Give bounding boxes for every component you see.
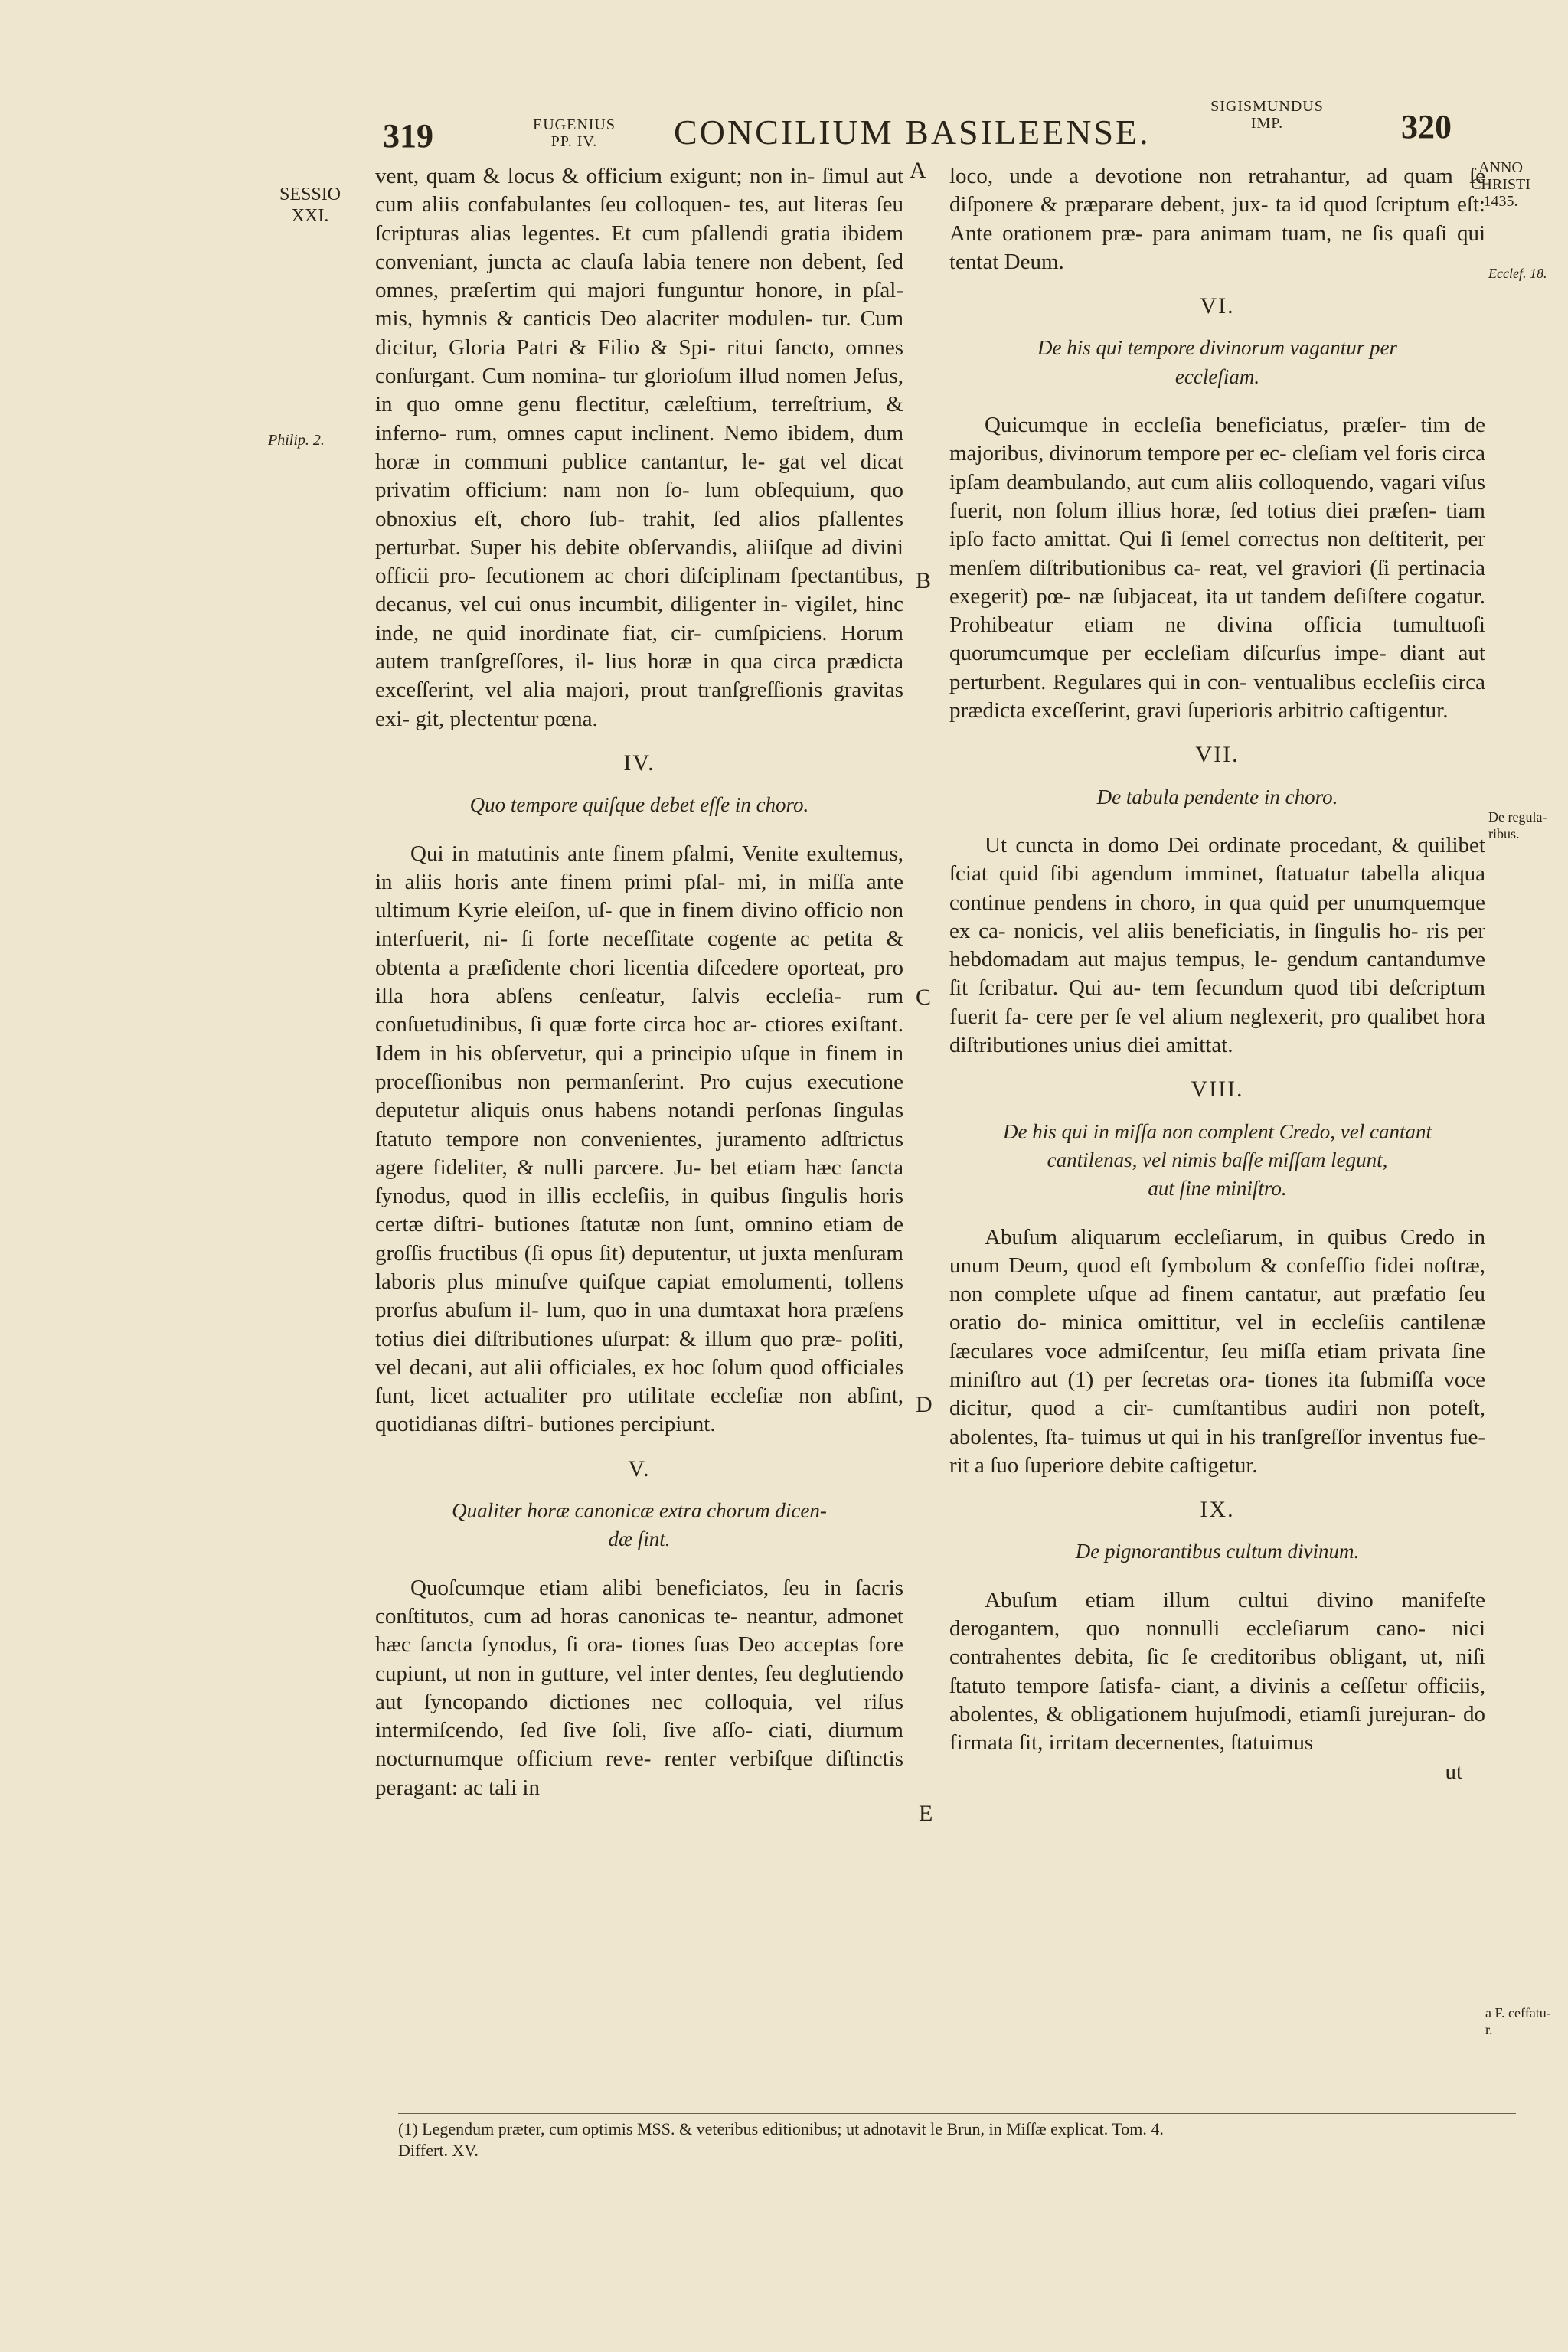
footnote-line-1: (1) Legendum præter, cum optimis MSS. & veteribus editionibus; ut adnotavit le Brun, in Miſſæ explicat. Tom. 4. (398, 2119, 1164, 2138)
right-column (949, 162, 1485, 1786)
right-page-number: 320 (1401, 108, 1452, 145)
section-text-6: Quicumque in eccleſia beneficiatus, præſer- tim de majoribus, divinorum tempore per ec- cleſiam vel foris circa ipſam deambulando, aut cum aliis colloquendo, vagari viſus fuerit, non ſolum illius horæ, ſed totius diei præſen- tiam ipſo facto amittat. Qui ſi ſemel correctus non deſtiterit, per menſem diſtributionibus ca- reat, vel graviori (ſi pertinacia exegerit) pœ- næ ſubjaceat, ita ut tandem deſiſtere cogatur. Prohibeatur etiam ne divina officia tumultuoſi quorumcumque per eccleſiam diſcurſus impe- diant aut perturbent. Regulares qui in con- ventualibus eccleſiis circa prædicta exceſſerint, gravi ſuperioris arbitrio caſtigentur. (949, 413, 1485, 724)
section-title-8-line-1: De his qui in miſſa non complent Credo, vel cantant (1003, 1119, 1432, 1143)
catchword: ut (1445, 1759, 1462, 1784)
page-title: CONCILIUM BASILEENSE. (674, 113, 1151, 152)
section-letter-c: C (916, 985, 932, 1010)
section-title-8 (949, 1118, 1485, 1204)
margin-ecclef: Ecclef. 18. (1488, 266, 1547, 281)
section-letter-a: A (910, 158, 926, 183)
margin-regul-line-2: ribus. (1488, 826, 1520, 841)
section-title-5-line-1: Qualiter horæ canonicæ extra chorum dicen- (452, 1499, 827, 1523)
left-page-number: 319 (383, 117, 433, 155)
right-running-head-line-1: SIGISMUNDUS (1210, 98, 1324, 115)
section-number-9: IX. (1200, 1497, 1235, 1523)
right-running-head-line-2: IMP. (1250, 115, 1284, 132)
margin-fcessat (1485, 2004, 1551, 2038)
right-intro-paragraph: loco, unde a devotione non retrahantur, ad quam ſe diſponere & præparare debent, jux- ta id quod ſcriptum eſt: Ante orationem præ- para animam tuam, ne ſis quaſi qui tentat Deum. (949, 164, 1485, 274)
margin-anno-line-2: CHRISTI (1471, 176, 1530, 193)
section-title-6-line-2: eccleſiam. (1174, 364, 1260, 388)
margin-session-line-2: XXI. (291, 206, 329, 226)
footnote-line-2: Differt. XV. (398, 2141, 479, 2160)
section-letter-e: E (919, 1801, 933, 1826)
section-number-8: VIII. (1191, 1076, 1244, 1102)
section-number-7: VII. (1195, 742, 1240, 768)
margin-regul (1488, 808, 1547, 842)
left-running-head-line-2: PP. IV. (550, 133, 598, 150)
margin-fcessat-line-2: r. (1485, 2022, 1493, 2037)
section-text-4: Qui in matutinis ante finem pſalmi, Venite exultemus, in aliis horis ante finem primi pſal- mi, in miſſa ante ultimum Kyrie eleiſon, uſ- que in finem divino officio non interfuerit, ni- ſi forte neceſſitate cogente ac petita & obtenta a præſidente chori licentia diſcedere oporteat, pro illa hora abſens cenſeatur, ſalvis eccleſia- rum conſuetudinibus, ſi quæ forte circa hoc ar- ctiores exiſtant. Idem in his obſervetur, qui a principio uſque in finem in proceſſionibus non permanſerint. Pro cujus executione deputetur aliquis onus habens notandi perſonas ſingulas ſtatuto tempore non convenientes, juramento adſtrictus agere fideliter, & nulli parcere. Ju- bet etiam hæc ſancta ſynodus, quod in illis eccleſiis, in quibus ſingulis horis certæ diſtri- butiones ſtatutæ non ſunt, omnino etiam de groſſis fructibus (ſi opus ſit) deputentur, ut juxta menſuram laboris plus minuſve quiſque capiat emolumenti, tollens prorſus abuſum il- lum, quo in una dumtaxat hora præſens totius diei diſtributiones uſurpat: & illum quo præ- poſiti, vel decani, aut alii officiales, ex hoc ſolum quod officiales ſunt, licet actualiter pro utilitate eccleſiæ non abſint, quotidianas diſtri- butiones percipiunt. (375, 841, 903, 1437)
section-text-8: Abuſum aliquarum eccleſiarum, in quibus Credo in unum Deum, quod eſt ſymbolum & confeſſio fidei noſtræ, non complete uſque ad finem cantatur, aut præfatio ſeu oratio do- minica omittitur, vel in eccleſiis cantilenæ ſæculares voce admiſcentur, ſeu miſſa etiam privata ſine miniſtro aut (1) per ſecretas ora- tiones ita ſubmiſſa voce dicitur, quod a cir- cumſtantibus audiri non poteſt, abolentes, ſta- tuimus ut qui in his tranſgreſſor inventus fue- rit a ſuo ſuperiore debite caſtigetur. (949, 1224, 1485, 1478)
margin-fcessat-line-1: a F. ceffatu- (1485, 2005, 1551, 2020)
left-column (375, 162, 903, 1802)
section-text-9: Abuſum etiam illum cultui divino manifeſte derogantem, quo nonnulli eccleſiarum cano- nici contrahentes debita, ſic ſe creditoribus obligant, ut, niſi ſtatuto tempore ſatisfa- ciant, a divinis a ceſſetur officiis, abolentes, & obligationem hujuſmodi, etiamſi jurejuran- do firmata ſit, irritam decernentes, ſtatuimus (949, 1587, 1485, 1756)
margin-session-line-1: SESSIO (279, 185, 341, 204)
section-text-7: Ut cuncta in domo Dei ordinate procedant, & quilibet ſciat quid ſibi agendum imminet, ſtatuatur tabella aliqua continue pendens in choro, in qua quid per unumquemque ex ca- nonicis, vel aliis beneficiatis, in ſingulis ho- ris per hebdomadam aut majus tempus, le- gendum cantandumve ſit ſcribatur. Qui au- tem ſecundum quod tibi deſcriptum fuerit fa- cere per ſe vel alium neglexerit, pro qualibet hora diſtributiones unius diei amittat. (949, 832, 1485, 1058)
section-title-8-line-3: aut ſine miniſtro. (1148, 1177, 1287, 1200)
margin-anno-line-3: 1435. (1483, 193, 1518, 210)
section-text-5: Quoſcumque etiam alibi beneficiatos, ſeu in ſacris conſtitutos, cum ad horas canonicas te- neantur, admonet hæc ſancta ſynodus, ſi ora- tiones ſuas Deo acceptas fore cupiunt, ut non in gutture, vel inter dentes, ſeu deglutiendo aut ſyncopando dictiones nec colloquia, vel riſus intermiſcendo, ſed ſive ſoli, ſive aſſo- ciati, diurnum nocturnumque officium reve- renter verbiſque diſtinctis peragant: ac tali in (375, 1575, 903, 1800)
section-title-5-line-2: dæ ſint. (608, 1527, 671, 1551)
margin-anno-line-1: ANNO (1478, 159, 1523, 176)
section-letter-d: D (916, 1392, 933, 1417)
section-title-9: De pignorantibus cultum divinum. (1075, 1540, 1360, 1563)
section-title-8-line-2: cantilenas, vel nimis baſſe miſſam legunt, (1047, 1148, 1388, 1171)
left-running-head-line-1: EUGENIUS (533, 116, 616, 133)
section-title-4: Quo tempore quiſque debet eſſe in choro. (469, 793, 809, 817)
right-running-head (1194, 98, 1340, 132)
margin-session (260, 184, 360, 227)
margin-regul-line-1: De regula- (1488, 809, 1547, 825)
section-title-5 (375, 1497, 903, 1554)
section-letter-b: B (916, 568, 932, 593)
section-title-7: De tabula pendente in choro. (1096, 785, 1338, 808)
section-number-5: V. (628, 1455, 651, 1481)
left-running-head (505, 116, 643, 150)
section-title-6 (949, 334, 1485, 391)
footnote (398, 2113, 1516, 2161)
left-intro-paragraph: vent, quam & locus & officium exigunt; non in- ſimul aut cum aliis confabulantes ſeu colloquen- tes, aut literas ſeu ſcripturas alias legentes. Et cum pſallendi gratia ibidem conveniant, juncta ac clauſa labia tenere non debent, ſed omnes, præſertim qui majori funguntur honore, in pſal- mis, hymnis & canticis Deo alacriter modulen- tur. Cum dicitur, Gloria Patri & Filio & Spi- ritui ſancto, omnes conſurgant. Cum nomina- tur glorioſum illud nomen Jeſus, in quo omne genu flectitur, cæleſtium, terreſtrium, & inferno- rum, omnes caput inclinent. Nemo ibidem, dum horæ in communi publice cantantur, le- gat vel dicat privatim officium: nam non ſo- lum obſequium, quo obnoxius eſt, choro ſub- trahit, ſed alios pſallentes perturbat. Super his debite obſervandis, aliiſque ad divini officii pro- ſecutionem ac chori diſciplinam ſpectantibus, decanus, vel cui onus incumbit, diligenter in- vigilet, hinc inde, ne quid inordinate fiat, cir- cumſpiciens. Horum autem tranſgreſſores, il- lius horæ in qua circa prædicta exceſſerint, vel alia majori, prout tranſgreſſionis gravitas exi- git, plectentur pœna. (375, 164, 903, 731)
section-title-6-line-1: De his qui tempore divinorum vagantur per (1037, 336, 1397, 360)
margin-philip: Philip. 2. (268, 432, 325, 449)
section-number-6: VI. (1200, 293, 1235, 319)
section-number-4: IV. (623, 750, 655, 776)
